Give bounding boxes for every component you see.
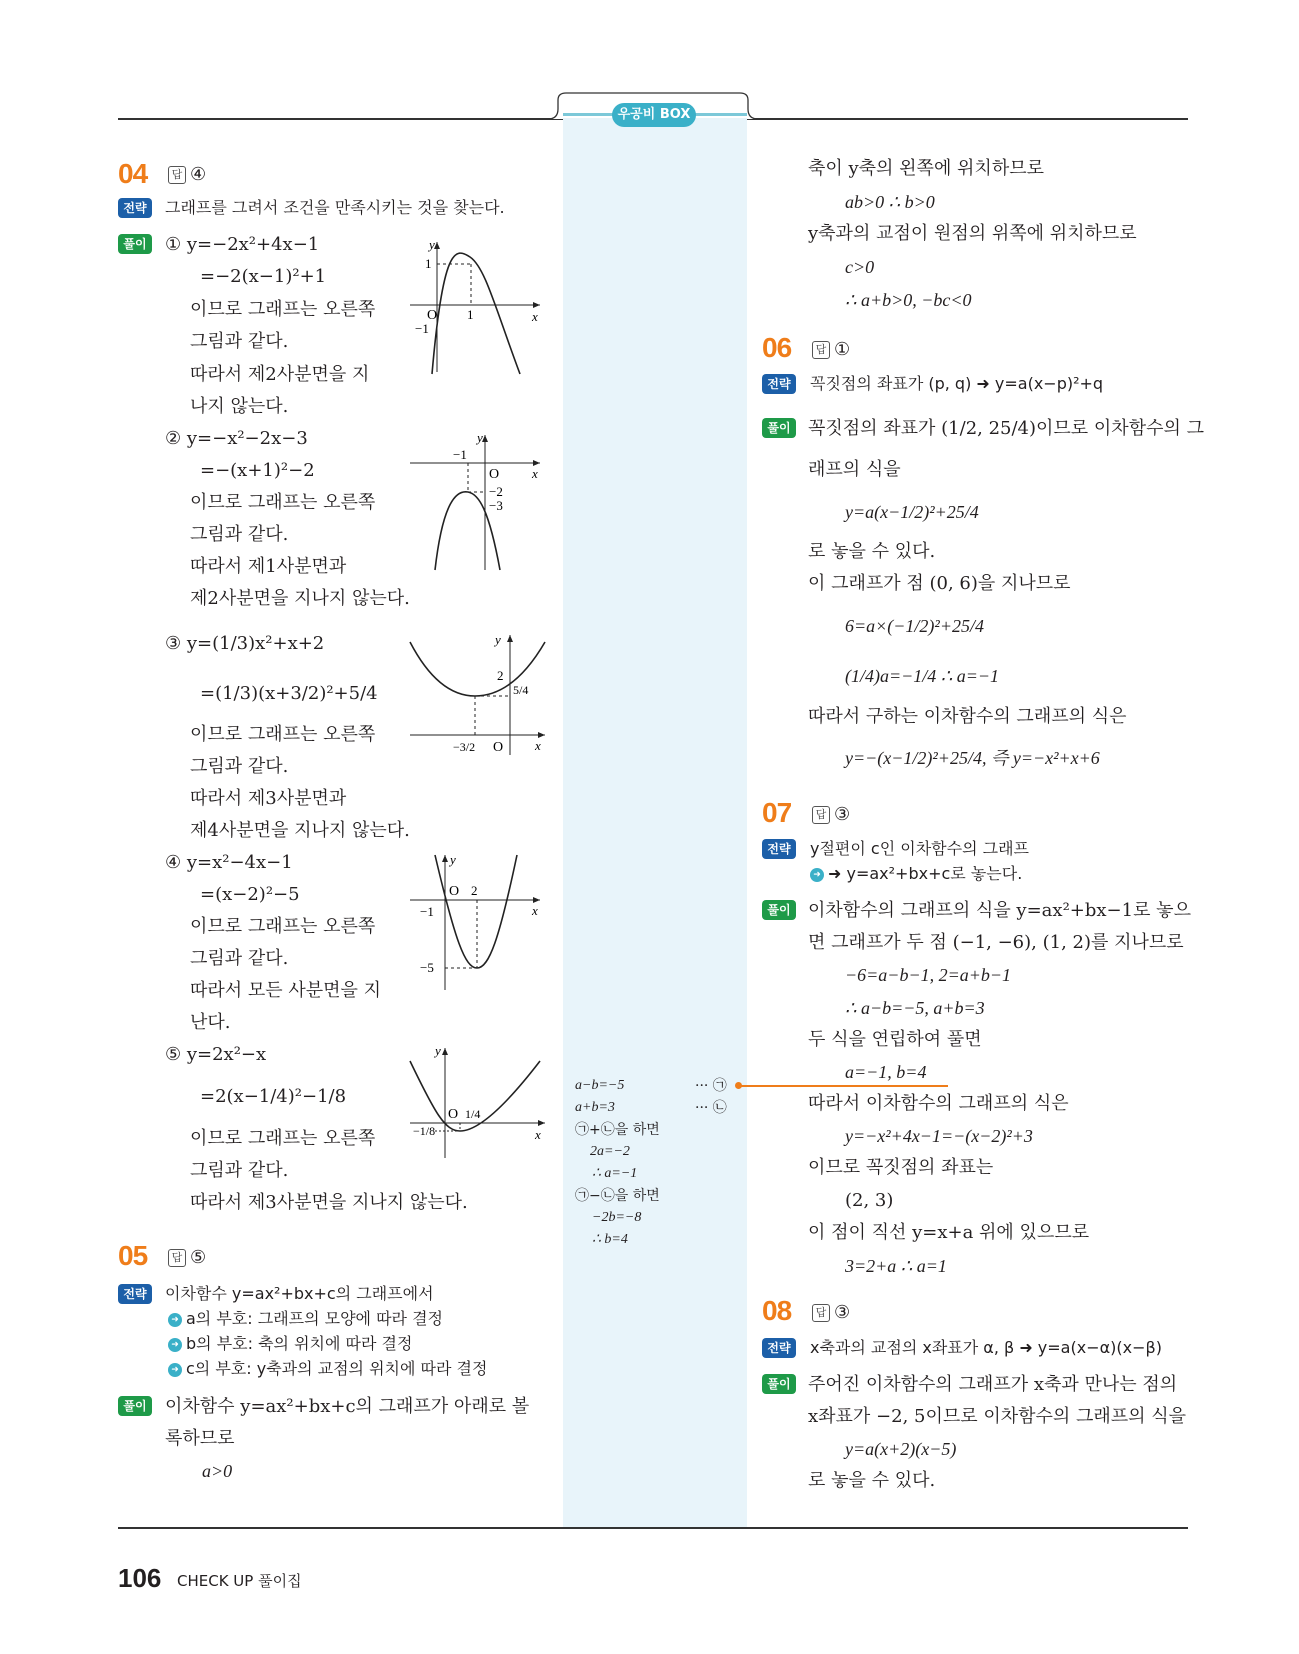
q05-solution-line: 록하므로	[165, 1428, 235, 1449]
q05-number: 05	[118, 1240, 148, 1271]
q07-solution-line: 이차함수의 그래프의 식을 y=ax²+bx−1로 놓으	[808, 900, 1191, 921]
q04-opt2-text: 제2사분면을 지나지 않는다.	[190, 588, 410, 609]
q05-solution-line: ab>0 ∴ b>0	[845, 192, 935, 212]
box-note-line: −2b=−8	[592, 1210, 642, 1225]
q06-answer: ①	[834, 339, 851, 360]
q04-opt3-text: 이므로 그래프는 오른쪽	[190, 724, 376, 745]
q07-solution-tag: 풀이	[762, 900, 796, 920]
q04-opt5-text: 이므로 그래프는 오른쪽	[190, 1128, 376, 1149]
box-column	[563, 118, 747, 1528]
box-note-line: ㉠+㉡을 하면	[575, 1122, 660, 1138]
graph-2-y-label: y	[477, 430, 483, 445]
q06-solution-line: 이 그래프가 점 (0, 6)을 지나므로	[808, 573, 1071, 594]
q04-opt5-eq2: =2(x−1/4)²−1/8	[200, 1086, 347, 1107]
graph-2	[405, 430, 545, 575]
q07-solution-line: 면 그래프가 두 점 (−1, −6), (1, 2)를 지나므로	[808, 932, 1184, 953]
arrow-icon: ➜	[168, 1338, 182, 1352]
q05-solution-line: y축과의 교점이 원점의 위쪽에 위치하므로	[808, 223, 1137, 244]
q08-number: 08	[762, 1295, 792, 1326]
q07-solution-line: 이 점이 직선 y=x+a 위에 있으므로	[808, 1222, 1090, 1243]
q04-opt1-text: 따라서 제2사분면을 지	[190, 364, 370, 385]
q07-solution-line: 3=2+a ∴ a=1	[845, 1256, 947, 1276]
q04-opt3-text: 제4사분면을 지나지 않는다.	[190, 820, 410, 841]
q06-solution-line: 따라서 구하는 이차함수의 그래프의 식은	[808, 706, 1127, 727]
q05-solution-line: 축이 y축의 왼쪽에 위치하므로	[808, 158, 1044, 179]
answer-icon: 답	[812, 341, 830, 359]
q07-strategy-line: y절편이 c인 이차함수의 그래프	[810, 839, 1029, 858]
graph-4-tick: 2	[471, 883, 478, 898]
q08-solution-line: 주어진 이차함수의 그래프가 x축과 만나는 점의	[808, 1374, 1178, 1395]
q05-solution-tag: 풀이	[118, 1396, 152, 1416]
arrow-icon: ➜	[168, 1363, 182, 1377]
q05-solution-line: 이차함수 y=ax²+bx+c의 그래프가 아래로 볼	[165, 1396, 530, 1417]
graph-3-origin: O	[493, 740, 504, 755]
q04-opt2-text: 그림과 같다.	[190, 524, 289, 545]
q08-solution-line: y=a(x+2)(x−5)	[845, 1439, 957, 1459]
graph-2-tick: −3	[489, 498, 503, 513]
box-note-marker: ··· ㉡	[695, 1100, 727, 1116]
q07-number: 07	[762, 797, 792, 828]
answer-icon: 답	[812, 806, 830, 824]
graph-3-tick: 2	[497, 668, 504, 683]
q07-solution-line: (2, 3)	[845, 1190, 894, 1211]
q06-solution-line: 래프의 식을	[808, 459, 901, 480]
q04-opt4-text: 이므로 그래프는 오른쪽	[190, 916, 376, 937]
q04-opt5-text: 그림과 같다.	[190, 1160, 289, 1181]
q04-opt5-text: 따라서 제3사분면을 지나지 않는다.	[190, 1192, 468, 1213]
q06-strategy: 꼭짓점의 좌표가 (p, q) ➜ y=a(x−p)²+q	[810, 374, 1104, 393]
graph-5-tick: −1/8	[413, 1124, 436, 1138]
q05-solution-line: ∴ a+b>0, −bc<0	[845, 290, 972, 310]
q05-strategy-line: ➜ c의 부호: y축과의 교점의 위치에 따라 결정	[168, 1358, 487, 1380]
graph-1-origin: O	[427, 308, 438, 323]
q04-number: 04	[118, 158, 148, 189]
graph-2-tick: −1	[453, 447, 467, 462]
q05-strategy-line: ➜ a의 부호: 그래프의 모양에 따라 결정	[168, 1308, 443, 1330]
answer-icon: 답	[812, 1304, 830, 1322]
box-connector-dot	[735, 1082, 742, 1089]
q07-solution-line: 따라서 이차함수의 그래프의 식은	[808, 1093, 1069, 1114]
box-note-line: a−b=−5	[575, 1078, 625, 1093]
q04-opt2-text: 이므로 그래프는 오른쪽	[190, 492, 376, 513]
q07-strategy-tag: 전략	[762, 839, 796, 859]
q04-opt3-text: 그림과 같다.	[190, 756, 289, 777]
graph-4-x-label: x	[532, 903, 538, 918]
graph-4-y-label: y	[450, 852, 456, 867]
q04-opt1-eq: ① y=−2x²+4x−1	[165, 234, 320, 255]
q04-opt4-text: 그림과 같다.	[190, 948, 289, 969]
q04-opt1-text: 나지 않는다.	[190, 396, 289, 417]
answer-icon: 답	[168, 1249, 186, 1267]
q04-opt1-eq2: =−2(x−1)²+1	[200, 266, 327, 287]
q04-opt2-eq2: =−(x+1)²−2	[200, 460, 315, 481]
box-header-label: 우공비 BOX	[612, 103, 696, 127]
box-note-line: a+b=3	[575, 1100, 615, 1115]
q06-solution-line: y=a(x−1/2)²+25/4	[845, 502, 979, 522]
q08-answer: ③	[834, 1302, 851, 1323]
q04-opt4-eq: ④ y=x²−4x−1	[165, 852, 293, 873]
q04-opt4-text: 난다.	[190, 1012, 231, 1033]
arrow-icon: ➜	[168, 1313, 182, 1327]
graph-3-tick: 5/4	[513, 683, 529, 697]
graph-4-tick: −1	[420, 904, 434, 919]
box-note-marker: ··· ㉠	[695, 1078, 727, 1094]
graph-2-x-label: x	[532, 466, 538, 481]
q05-strategy-line: ➜ b의 부호: 축의 위치에 따라 결정	[168, 1333, 412, 1355]
page-number: 106	[118, 1563, 162, 1593]
graph-5	[405, 1043, 550, 1163]
graph-5-y-label: y	[435, 1043, 441, 1058]
box-note-line: ∴ b=4	[592, 1232, 628, 1247]
q04-opt2-eq: ② y=−x²−2x−3	[165, 428, 308, 449]
q08-solution-line: 로 놓을 수 있다.	[808, 1470, 936, 1491]
q06-solution-line: 6=a×(−1/2)²+25/4	[845, 616, 984, 636]
q06-strategy-tag: 전략	[762, 374, 796, 394]
graph-3	[405, 630, 550, 765]
q08-solution-line: x좌표가 −2, 5이므로 이차함수의 그래프의 식을	[808, 1406, 1187, 1427]
graph-5-origin: O	[448, 1107, 459, 1122]
q04-opt4-text: 따라서 모든 사분면을 지	[190, 980, 382, 1001]
q07-solution-line: a=−1, b=4	[845, 1062, 927, 1082]
q05-strategy-line: 이차함수 y=ax²+bx+c의 그래프에서	[165, 1284, 434, 1303]
q05-strategy-tag: 전략	[118, 1284, 152, 1304]
q04-answer: ④	[190, 164, 207, 185]
q07-solution-line: y=−x²+4x−1=−(x−2)²+3	[845, 1126, 1033, 1146]
q04-opt3-eq: ③ y=(1/3)x²+x+2	[165, 633, 325, 654]
q06-solution-line: 꼭짓점의 좌표가 (1/2, 25/4)이므로 이차함수의 그	[808, 418, 1204, 439]
q07-solution-line: 이므로 꼭짓점의 좌표는	[808, 1157, 994, 1178]
arrow-icon: ➜	[810, 868, 824, 882]
graph-4	[405, 850, 545, 995]
q08-solution-tag: 풀이	[762, 1374, 796, 1394]
q04-opt1-text: 이므로 그래프는 오른쪽	[190, 299, 376, 320]
q05-solution-line: a>0	[202, 1461, 233, 1481]
graph-1-tick: −1	[415, 321, 429, 336]
q04-strategy: 그래프를 그려서 조건을 만족시키는 것을 찾는다.	[165, 198, 505, 217]
q04-opt2-text: 따라서 제1사분면과	[190, 556, 347, 577]
bottom-rule	[118, 1527, 1188, 1529]
q07-solution-line: 두 식을 연립하여 풀면	[808, 1029, 982, 1050]
graph-3-x-label: x	[535, 738, 541, 753]
q04-opt4-eq2: =(x−2)²−5	[200, 884, 300, 905]
q08-strategy: x축과의 교점의 x좌표가 α, β ➜ y=a(x−α)(x−β)	[810, 1338, 1162, 1357]
q07-answer: ③	[834, 804, 851, 825]
q04-solution-tag: 풀이	[118, 234, 152, 254]
box-note-line: ㉠−㉡을 하면	[575, 1188, 660, 1204]
q05-answer: ⑤	[190, 1247, 207, 1268]
q04-opt3-text: 따라서 제3사분면과	[190, 788, 347, 809]
graph-1-y-label: y	[429, 237, 435, 252]
answer-icon: 답	[168, 166, 186, 184]
q08-strategy-tag: 전략	[762, 1338, 796, 1358]
graph-1-x-label: x	[532, 309, 538, 324]
q04-strategy-tag: 전략	[118, 198, 152, 218]
graph-1	[405, 237, 545, 377]
q04-opt1-text: 그림과 같다.	[190, 331, 289, 352]
q06-solution-line: (1/4)a=−1/4 ∴ a=−1	[845, 666, 1000, 686]
graph-1-tick: 1	[467, 307, 474, 322]
footer-title: CHECK UP 풀이집	[177, 1572, 302, 1590]
q04-opt5-eq: ⑤ y=2x²−x	[165, 1044, 267, 1065]
q07-strategy-line: ➜ ➜ y=ax²+bx+c로 놓는다.	[810, 863, 1022, 885]
q06-number: 06	[762, 332, 792, 363]
graph-2-origin: O	[489, 467, 500, 482]
q07-solution-line: ∴ a−b=−5, a+b=3	[845, 998, 985, 1018]
q05-solution-line: c>0	[845, 257, 875, 277]
q06-solution-line: 로 놓을 수 있다.	[808, 541, 936, 562]
box-connector	[738, 1085, 948, 1087]
graph-5-tick: 1/4	[465, 1107, 481, 1121]
box-note-line: ∴ a=−1	[592, 1166, 638, 1181]
graph-1-tick: 1	[425, 256, 432, 271]
graph-2-tick: −2	[489, 484, 503, 499]
q06-solution-tag: 풀이	[762, 418, 796, 438]
graph-3-y-label: y	[495, 632, 501, 647]
graph-4-tick: −5	[420, 960, 434, 975]
graph-3-tick: −3/2	[453, 740, 476, 754]
graph-4-origin: O	[449, 884, 460, 899]
q06-solution-line: y=−(x−1/2)²+25/4, 즉 y=−x²+x+6	[845, 748, 1100, 768]
q04-opt3-eq2: =(1/3)(x+3/2)²+5/4	[200, 683, 378, 704]
graph-5-x-label: x	[535, 1127, 541, 1142]
q07-solution-line: −6=a−b−1, 2=a+b−1	[845, 965, 1012, 985]
box-note-line: 2a=−2	[590, 1144, 630, 1159]
